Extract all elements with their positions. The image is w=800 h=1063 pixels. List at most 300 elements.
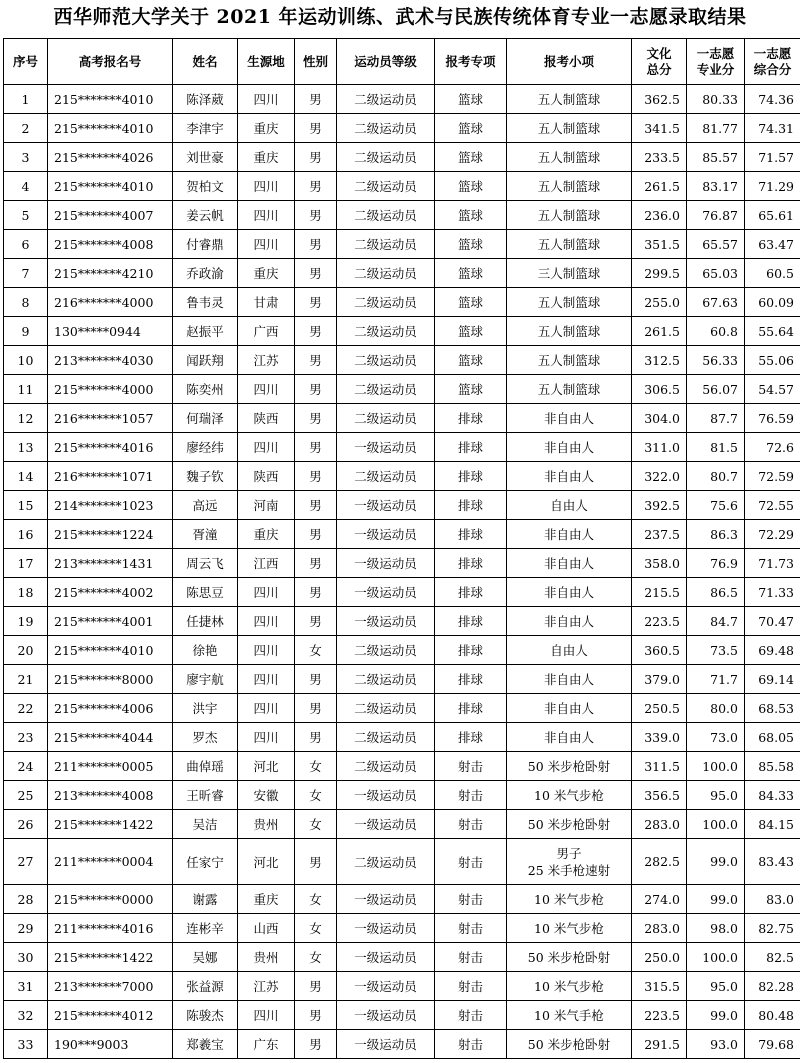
cell-name: 周云飞 [173,549,238,578]
cell-name: 陈思豆 [173,578,238,607]
cell-major-score: 83.17 [687,172,745,201]
cell-total-score: 83.0 [745,885,800,914]
cell-name: 胥潼 [173,520,238,549]
cell-name: 吴娜 [173,943,238,972]
cell-athlete-level: 一级运动员 [337,885,435,914]
table-row [4,723,800,752]
cell-sport: 篮球 [435,201,507,230]
cell-name: 吴洁 [173,810,238,839]
cell-gender: 女 [295,943,337,972]
cell-origin: 四川 [238,375,295,404]
cell-gender: 男 [295,433,337,462]
cell-culture-score: 360.5 [632,636,687,665]
cell-athlete-level: 一级运动员 [337,914,435,943]
cell-athlete-level: 二级运动员 [337,462,435,491]
table-row [4,433,800,462]
cell-no: 9 [4,317,48,346]
cell-event: 五人制篮球 [507,201,632,230]
table-row [4,288,800,317]
cell-sport: 射击 [435,752,507,781]
cell-culture-score: 274.0 [632,885,687,914]
cell-athlete-level: 一级运动员 [337,810,435,839]
cell-athlete-level: 一级运动员 [337,433,435,462]
cell-exam-id: 213*******7000 [48,972,173,1001]
cell-total-score: 69.48 [745,636,800,665]
cell-culture-score: 351.5 [632,230,687,259]
cell-major-score: 60.8 [687,317,745,346]
cell-athlete-level: 二级运动员 [337,723,435,752]
table-row [4,143,800,172]
cell-culture-score: 299.5 [632,259,687,288]
cell-gender: 女 [295,752,337,781]
cell-total-score: 63.47 [745,230,800,259]
cell-culture-score: 236.0 [632,201,687,230]
cell-culture-score: 358.0 [632,549,687,578]
cell-athlete-level: 一级运动员 [337,549,435,578]
cell-exam-id: 216*******4000 [48,288,173,317]
header-name: 姓名 [173,39,238,85]
cell-event: 自由人 [507,491,632,520]
cell-event: 非自由人 [507,433,632,462]
cell-no: 29 [4,914,48,943]
cell-gender: 女 [295,781,337,810]
cell-total-score: 68.53 [745,694,800,723]
cell-athlete-level: 一级运动员 [337,1030,435,1059]
cell-event: 非自由人 [507,578,632,607]
cell-no: 25 [4,781,48,810]
cell-athlete-level: 二级运动员 [337,259,435,288]
cell-origin: 江苏 [238,346,295,375]
cell-total-score: 68.05 [745,723,800,752]
cell-culture-score: 215.5 [632,578,687,607]
cell-major-score: 93.0 [687,1030,745,1059]
cell-sport: 排球 [435,491,507,520]
table-row [4,914,800,943]
cell-exam-id: 215*******4044 [48,723,173,752]
cell-name: 郑羲宝 [173,1030,238,1059]
cell-total-score: 82.5 [745,943,800,972]
cell-origin: 四川 [238,1001,295,1030]
cell-origin: 重庆 [238,520,295,549]
cell-event: 非自由人 [507,549,632,578]
table-row [4,694,800,723]
cell-origin: 贵州 [238,810,295,839]
cell-sport: 排球 [435,636,507,665]
cell-no: 8 [4,288,48,317]
cell-sport: 排球 [435,549,507,578]
cell-origin: 河北 [238,752,295,781]
cell-origin: 河北 [238,839,295,885]
cell-athlete-level: 二级运动员 [337,375,435,404]
cell-name: 廖宇航 [173,665,238,694]
table-row [4,462,800,491]
cell-athlete-level: 一级运动员 [337,943,435,972]
cell-no: 4 [4,172,48,201]
cell-culture-score: 261.5 [632,172,687,201]
cell-sport: 篮球 [435,143,507,172]
cell-name: 张益源 [173,972,238,1001]
cell-total-score: 69.14 [745,665,800,694]
page-title: 西华师范大学关于 2021 年运动训练、武术与民族传统体育专业一志愿录取结果 [53,6,747,28]
cell-exam-id: 211*******4016 [48,914,173,943]
cell-name: 何瑞泽 [173,404,238,433]
table-row [4,317,800,346]
header-total-line2: 综合分 [753,61,792,77]
cell-no: 6 [4,230,48,259]
cell-event: 非自由人 [507,520,632,549]
cell-exam-id: 215*******4210 [48,259,173,288]
cell-no: 33 [4,1030,48,1059]
cell-origin: 安徽 [238,781,295,810]
cell-major-score: 86.5 [687,578,745,607]
cell-sport: 射击 [435,1001,507,1030]
cell-sport: 射击 [435,972,507,1001]
cell-total-score: 71.33 [745,578,800,607]
cell-sport: 排球 [435,665,507,694]
cell-culture-score: 283.0 [632,810,687,839]
cell-gender: 男 [295,230,337,259]
cell-name: 陈奕州 [173,375,238,404]
cell-no: 20 [4,636,48,665]
cell-name: 贺柏文 [173,172,238,201]
cell-event: 50 米步枪卧射 [507,943,632,972]
cell-total-score: 80.48 [745,1001,800,1030]
cell-name: 魏子钦 [173,462,238,491]
cell-origin: 四川 [238,230,295,259]
cell-origin: 四川 [238,723,295,752]
table-row [4,375,800,404]
cell-total-score: 54.57 [745,375,800,404]
cell-no: 18 [4,578,48,607]
table-row [4,491,800,520]
cell-no: 15 [4,491,48,520]
cell-event: 非自由人 [507,462,632,491]
cell-culture-score: 250.0 [632,943,687,972]
cell-gender: 男 [295,346,337,375]
cell-culture-score: 223.5 [632,607,687,636]
cell-event: 非自由人 [507,404,632,433]
cell-athlete-level: 二级运动员 [337,172,435,201]
cell-name: 陈骏杰 [173,1001,238,1030]
cell-exam-id: 215*******1422 [48,810,173,839]
cell-origin: 陕西 [238,462,295,491]
cell-sport: 射击 [435,943,507,972]
cell-total-score: 72.29 [745,520,800,549]
cell-no: 22 [4,694,48,723]
table-row [4,549,800,578]
cell-total-score: 84.15 [745,810,800,839]
header-exam-id: 高考报名号 [48,39,173,85]
cell-event: 五人制篮球 [507,288,632,317]
cell-no: 19 [4,607,48,636]
cell-event: 10 米气手枪 [507,1001,632,1030]
cell-total-score: 84.33 [745,781,800,810]
cell-event: 五人制篮球 [507,85,632,114]
cell-name: 洪宇 [173,694,238,723]
cell-event: 10 米气步枪 [507,885,632,914]
cell-name: 王昕睿 [173,781,238,810]
cell-culture-score: 255.0 [632,288,687,317]
cell-gender: 男 [295,1001,337,1030]
cell-culture-score: 223.5 [632,1001,687,1030]
cell-origin: 四川 [238,201,295,230]
header-major-line1: 一志愿 [696,45,735,61]
table-row [4,114,800,143]
cell-sport: 排球 [435,520,507,549]
cell-total-score: 71.57 [745,143,800,172]
cell-event: 五人制篮球 [507,172,632,201]
cell-exam-id: 213*******1431 [48,549,173,578]
cell-sport: 射击 [435,1030,507,1059]
cell-gender: 男 [295,665,337,694]
cell-origin: 四川 [238,636,295,665]
table-row [4,1030,800,1059]
cell-gender: 男 [295,694,337,723]
cell-origin: 重庆 [238,885,295,914]
cell-name: 陈泽葳 [173,85,238,114]
cell-name: 鲁韦灵 [173,288,238,317]
cell-sport: 射击 [435,781,507,810]
cell-major-score: 65.03 [687,259,745,288]
cell-sport: 排球 [435,607,507,636]
table-row [4,578,800,607]
cell-event: 10 米气步枪 [507,972,632,1001]
cell-origin: 重庆 [238,143,295,172]
cell-culture-score: 237.5 [632,520,687,549]
cell-total-score: 65.61 [745,201,800,230]
cell-event: 五人制篮球 [507,230,632,259]
table-row [4,520,800,549]
cell-gender: 男 [295,114,337,143]
cell-sport: 篮球 [435,85,507,114]
cell-event: 自由人 [507,636,632,665]
cell-no: 17 [4,549,48,578]
cell-total-score: 60.09 [745,288,800,317]
cell-exam-id: 215*******0000 [48,885,173,914]
header-origin: 生源地 [238,39,295,85]
cell-sport: 排球 [435,723,507,752]
cell-no: 13 [4,433,48,462]
cell-culture-score: 304.0 [632,404,687,433]
cell-name: 赵振平 [173,317,238,346]
cell-exam-id: 130*****0944 [48,317,173,346]
cell-major-score: 56.33 [687,346,745,375]
cell-sport: 篮球 [435,114,507,143]
cell-no: 32 [4,1001,48,1030]
cell-exam-id: 215*******4010 [48,114,173,143]
table-row [4,201,800,230]
cell-athlete-level: 一级运动员 [337,491,435,520]
cell-gender: 男 [295,520,337,549]
cell-exam-id: 215*******1422 [48,943,173,972]
cell-major-score: 67.63 [687,288,745,317]
cell-gender: 男 [295,723,337,752]
cell-exam-id: 216*******1057 [48,404,173,433]
cell-exam-id: 211*******0004 [48,839,173,885]
cell-culture-score: 312.5 [632,346,687,375]
table-row [4,636,800,665]
cell-origin: 甘肃 [238,288,295,317]
cell-athlete-level: 二级运动员 [337,665,435,694]
cell-exam-id: 215*******4026 [48,143,173,172]
cell-culture-score: 392.5 [632,491,687,520]
cell-no: 1 [4,85,48,114]
header-culture-line1: 文化 [646,45,672,61]
cell-athlete-level: 一级运动员 [337,607,435,636]
cell-origin: 河南 [238,491,295,520]
table-row [4,810,800,839]
cell-no: 28 [4,885,48,914]
cell-athlete-level: 二级运动员 [337,143,435,172]
cell-sport: 篮球 [435,346,507,375]
table-body [4,85,800,1059]
cell-culture-score: 291.5 [632,1030,687,1059]
cell-name: 曲倬瑶 [173,752,238,781]
cell-name: 刘世豪 [173,143,238,172]
cell-sport: 篮球 [435,259,507,288]
cell-athlete-level: 二级运动员 [337,114,435,143]
cell-sport: 排球 [435,462,507,491]
cell-major-score: 99.0 [687,1001,745,1030]
cell-origin: 江西 [238,549,295,578]
cell-athlete-level: 二级运动员 [337,230,435,259]
cell-gender: 女 [295,914,337,943]
cell-exam-id: 215*******4008 [48,230,173,259]
cell-culture-score: 322.0 [632,462,687,491]
header-major-line2: 专业分 [696,61,735,77]
cell-sport: 射击 [435,885,507,914]
cell-total-score: 55.06 [745,346,800,375]
cell-gender: 女 [295,636,337,665]
cell-major-score: 100.0 [687,810,745,839]
cell-culture-score: 250.5 [632,694,687,723]
table-row [4,665,800,694]
cell-exam-id: 215*******4006 [48,694,173,723]
cell-culture-score: 306.5 [632,375,687,404]
cell-total-score: 72.59 [745,462,800,491]
cell-gender: 女 [295,885,337,914]
cell-major-score: 99.0 [687,885,745,914]
table-row [4,230,800,259]
cell-culture-score: 341.5 [632,114,687,143]
cell-athlete-level: 二级运动员 [337,636,435,665]
cell-athlete-level: 一级运动员 [337,1001,435,1030]
cell-no: 26 [4,810,48,839]
cell-sport: 篮球 [435,288,507,317]
cell-athlete-level: 二级运动员 [337,288,435,317]
cell-athlete-level: 二级运动员 [337,317,435,346]
cell-event: 50 米步枪卧射 [507,810,632,839]
cell-event: 10 米气步枪 [507,914,632,943]
cell-origin: 四川 [238,665,295,694]
cell-no: 21 [4,665,48,694]
cell-culture-score: 233.5 [632,143,687,172]
cell-major-score: 87.7 [687,404,745,433]
cell-event: 男子 25 米手枪速射 [507,839,632,885]
cell-sport: 篮球 [435,375,507,404]
cell-sport: 排球 [435,433,507,462]
cell-sport: 排球 [435,404,507,433]
table-row [4,839,800,885]
cell-origin: 四川 [238,85,295,114]
cell-name: 连彬辛 [173,914,238,943]
cell-gender: 男 [295,578,337,607]
cell-athlete-level: 二级运动员 [337,752,435,781]
header-sport: 报考专项 [435,39,507,85]
cell-major-score: 84.7 [687,607,745,636]
cell-origin: 四川 [238,172,295,201]
cell-no: 27 [4,839,48,885]
header-total-line1: 一志愿 [753,45,792,61]
cell-major-score: 80.7 [687,462,745,491]
table-row [4,885,800,914]
cell-origin: 重庆 [238,259,295,288]
cell-culture-score: 339.0 [632,723,687,752]
cell-gender: 男 [295,404,337,433]
cell-culture-score: 283.0 [632,914,687,943]
cell-total-score: 55.64 [745,317,800,346]
cell-gender: 男 [295,462,337,491]
cell-gender: 男 [295,607,337,636]
header-no: 序号 [4,39,48,85]
cell-origin: 四川 [238,607,295,636]
cell-major-score: 80.33 [687,85,745,114]
cell-event: 50 米步枪卧射 [507,752,632,781]
cell-exam-id: 213*******4030 [48,346,173,375]
cell-gender: 男 [295,375,337,404]
table-row [4,172,800,201]
cell-origin: 贵州 [238,943,295,972]
cell-major-score: 65.57 [687,230,745,259]
cell-culture-score: 311.0 [632,433,687,462]
cell-gender: 男 [295,839,337,885]
cell-major-score: 73.5 [687,636,745,665]
cell-gender: 男 [295,259,337,288]
cell-culture-score: 356.5 [632,781,687,810]
cell-athlete-level: 二级运动员 [337,85,435,114]
cell-no: 11 [4,375,48,404]
table-row [4,346,800,375]
cell-total-score: 71.29 [745,172,800,201]
cell-major-score: 100.0 [687,943,745,972]
cell-event: 50 米步枪卧射 [507,1030,632,1059]
table-row [4,972,800,1001]
cell-name: 罗杰 [173,723,238,752]
cell-exam-id: 215*******4010 [48,636,173,665]
table-row [4,781,800,810]
cell-name: 乔政渝 [173,259,238,288]
cell-total-score: 72.6 [745,433,800,462]
cell-no: 3 [4,143,48,172]
cell-total-score: 71.73 [745,549,800,578]
cell-total-score: 82.28 [745,972,800,1001]
cell-no: 10 [4,346,48,375]
cell-event: 非自由人 [507,665,632,694]
table-row [4,404,800,433]
header-major-score [687,39,745,85]
cell-origin: 江苏 [238,972,295,1001]
cell-athlete-level: 一级运动员 [337,781,435,810]
cell-gender: 女 [295,810,337,839]
cell-no: 30 [4,943,48,972]
cell-event: 五人制篮球 [507,114,632,143]
cell-athlete-level: 二级运动员 [337,201,435,230]
table-row [4,259,800,288]
cell-culture-score: 315.5 [632,972,687,1001]
cell-gender: 男 [295,288,337,317]
cell-exam-id: 215*******8000 [48,665,173,694]
cell-gender: 男 [295,549,337,578]
